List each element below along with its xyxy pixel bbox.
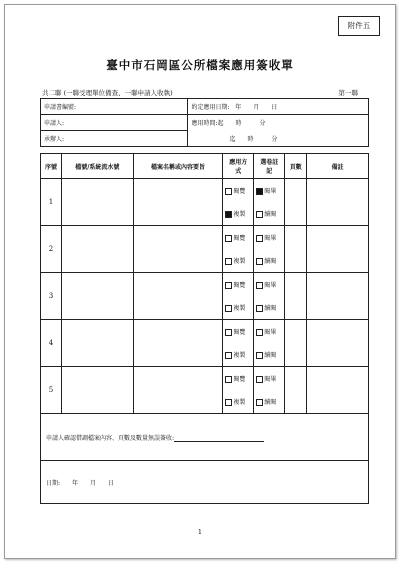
- read-label: 閱畢: [264, 188, 277, 195]
- view-option[interactable]: [223, 327, 253, 336]
- copy-checkbox[interactable]: [225, 352, 232, 359]
- appointment-date-field[interactable]: [188, 99, 369, 115]
- copy-label: 複製: [233, 352, 246, 359]
- view-option[interactable]: [223, 374, 253, 383]
- view-checkbox[interactable]: [225, 376, 232, 383]
- view-option[interactable]: [223, 186, 253, 195]
- row-file-name[interactable]: [133, 179, 223, 226]
- sign-cell: [41, 414, 369, 461]
- time-end: 迄 時 分: [229, 135, 278, 143]
- header-selection: 選卷註記: [254, 154, 285, 179]
- row-method: [223, 226, 254, 273]
- continue-label: 續閱: [264, 211, 277, 218]
- row-pages[interactable]: [285, 226, 307, 273]
- view-checkbox[interactable]: [225, 329, 232, 336]
- view-label: 閱覽: [233, 235, 246, 242]
- read-option[interactable]: [254, 186, 284, 195]
- sign-statement: 申請人確認借調檔案內容、頁數及數量無誤簽收:: [46, 434, 175, 442]
- date-row: [41, 461, 369, 504]
- document-page: [4, 4, 396, 559]
- page-number: 1: [197, 528, 203, 536]
- table-row: [41, 320, 369, 367]
- read-checkbox[interactable]: [256, 329, 263, 336]
- signature-line[interactable]: [174, 435, 264, 442]
- row-remarks[interactable]: [307, 320, 369, 367]
- row-seq: 4: [41, 320, 62, 367]
- row-file-no[interactable]: [61, 273, 133, 320]
- continue-checkbox[interactable]: [256, 211, 263, 218]
- appointment-date: 年 月 日: [235, 104, 278, 111]
- time-start: 起 時 分: [217, 120, 266, 128]
- row-file-name[interactable]: [133, 320, 223, 367]
- view-label: 閱覽: [233, 188, 246, 195]
- read-option[interactable]: [254, 374, 284, 383]
- continue-option[interactable]: [254, 209, 284, 218]
- form-title: 臺中市石岡區公所檔案應用簽收單: [106, 58, 294, 72]
- row-file-name[interactable]: [133, 226, 223, 273]
- read-checkbox[interactable]: [256, 188, 263, 195]
- row-remarks[interactable]: [307, 367, 369, 414]
- handler-field[interactable]: [41, 131, 188, 147]
- continue-option[interactable]: [254, 303, 284, 312]
- handler-label: 承辦人:: [44, 136, 65, 143]
- row-seq: 5: [41, 367, 62, 414]
- header-pages: 頁數: [285, 154, 307, 179]
- view-checkbox[interactable]: [225, 188, 232, 195]
- row-file-no[interactable]: [61, 179, 133, 226]
- copy-checkbox[interactable]: [225, 399, 232, 406]
- continue-checkbox[interactable]: [256, 305, 263, 312]
- table-row: [41, 226, 369, 273]
- row-seq: 2: [41, 226, 62, 273]
- read-checkbox[interactable]: [256, 282, 263, 289]
- row-seq: 3: [41, 273, 62, 320]
- header-method: 應用方式: [223, 154, 254, 179]
- row-file-no[interactable]: [61, 226, 133, 273]
- row-file-no[interactable]: [61, 320, 133, 367]
- row-method: [223, 179, 254, 226]
- application-no-label: 申請書編號:: [44, 104, 77, 111]
- copy-checkbox[interactable]: [225, 305, 232, 312]
- read-label: 閱畢: [264, 376, 277, 383]
- records-table: [40, 153, 369, 504]
- continue-label: 續閱: [264, 258, 277, 265]
- copy-option[interactable]: [223, 303, 253, 312]
- table-row: [41, 273, 369, 320]
- continue-option[interactable]: [254, 256, 284, 265]
- row-method: [223, 320, 254, 367]
- copy-checkbox[interactable]: [225, 211, 232, 218]
- info-table: [40, 98, 369, 147]
- read-option[interactable]: [254, 280, 284, 289]
- continue-option[interactable]: [254, 350, 284, 359]
- view-checkbox[interactable]: [225, 282, 232, 289]
- row-remarks[interactable]: [307, 273, 369, 320]
- view-label: 閱覽: [233, 376, 246, 383]
- header-file-no: 檔號/系統流水號: [61, 154, 133, 179]
- time-end-field[interactable]: [188, 131, 369, 147]
- table-row: [41, 179, 369, 226]
- read-checkbox[interactable]: [256, 235, 263, 242]
- row-pages[interactable]: [285, 367, 307, 414]
- date-label: 日期: 年 月 日: [46, 479, 115, 487]
- header-seq: 序號: [41, 154, 62, 179]
- read-label: 閱畢: [264, 329, 277, 336]
- date-cell[interactable]: [41, 461, 369, 504]
- row-pages[interactable]: [285, 320, 307, 367]
- header-row: [41, 154, 369, 179]
- copy-option[interactable]: [223, 209, 253, 218]
- copy-label: 複製: [233, 258, 246, 265]
- row-file-name[interactable]: [133, 273, 223, 320]
- attachment-label: 附件五: [338, 16, 380, 36]
- view-label: 閱覽: [233, 329, 246, 336]
- row-method: [223, 367, 254, 414]
- copy-option[interactable]: [223, 350, 253, 359]
- row-selection: [254, 226, 285, 273]
- continue-label: 續閱: [264, 352, 277, 359]
- row-selection: [254, 179, 285, 226]
- row-selection: [254, 273, 285, 320]
- copy-label: 複製: [233, 399, 246, 406]
- copy-option[interactable]: [223, 397, 253, 406]
- table-row: [41, 367, 369, 414]
- copy-option[interactable]: [223, 256, 253, 265]
- applicant-label: 申請人:: [44, 120, 65, 127]
- row-remarks[interactable]: [307, 226, 369, 273]
- row-file-no[interactable]: [61, 367, 133, 414]
- time-label: 應用時間:: [191, 120, 218, 128]
- header-remarks: 備註: [307, 154, 369, 179]
- copy-checkbox[interactable]: [225, 258, 232, 265]
- copy-number: 第一聯: [338, 89, 358, 97]
- continue-label: 續閱: [264, 399, 277, 406]
- continue-checkbox[interactable]: [256, 399, 263, 406]
- read-label: 閱畢: [264, 235, 277, 242]
- continue-checkbox[interactable]: [256, 258, 263, 265]
- view-option[interactable]: [223, 280, 253, 289]
- view-label: 閱覽: [233, 282, 246, 289]
- view-checkbox[interactable]: [225, 235, 232, 242]
- continue-checkbox[interactable]: [256, 352, 263, 359]
- continue-option[interactable]: [254, 397, 284, 406]
- row-selection: [254, 320, 285, 367]
- header-file-name: 檔案名稱或內容要旨: [133, 154, 223, 179]
- row-remarks[interactable]: [307, 179, 369, 226]
- read-option[interactable]: [254, 327, 284, 336]
- read-checkbox[interactable]: [256, 376, 263, 383]
- read-option[interactable]: [254, 233, 284, 242]
- copy-label: 複製: [233, 211, 246, 218]
- application-no-field[interactable]: [41, 99, 188, 115]
- row-pages[interactable]: [285, 273, 307, 320]
- continue-label: 續閱: [264, 305, 277, 312]
- row-file-name[interactable]: [133, 367, 223, 414]
- time-start-field[interactable]: [188, 115, 369, 131]
- read-label: 閱畢: [264, 282, 277, 289]
- row-selection: [254, 367, 285, 414]
- applicant-field[interactable]: [41, 115, 188, 131]
- view-option[interactable]: [223, 233, 253, 242]
- row-seq: 1: [41, 179, 62, 226]
- appointment-label: 約定應用日期:: [191, 104, 230, 111]
- copy-label: 複製: [233, 305, 246, 312]
- copy-note: 共二聯 (一聯受理單位備查、一聯申請人收執): [42, 89, 173, 97]
- row-method: [223, 273, 254, 320]
- row-pages[interactable]: [285, 179, 307, 226]
- sign-row: [41, 414, 369, 461]
